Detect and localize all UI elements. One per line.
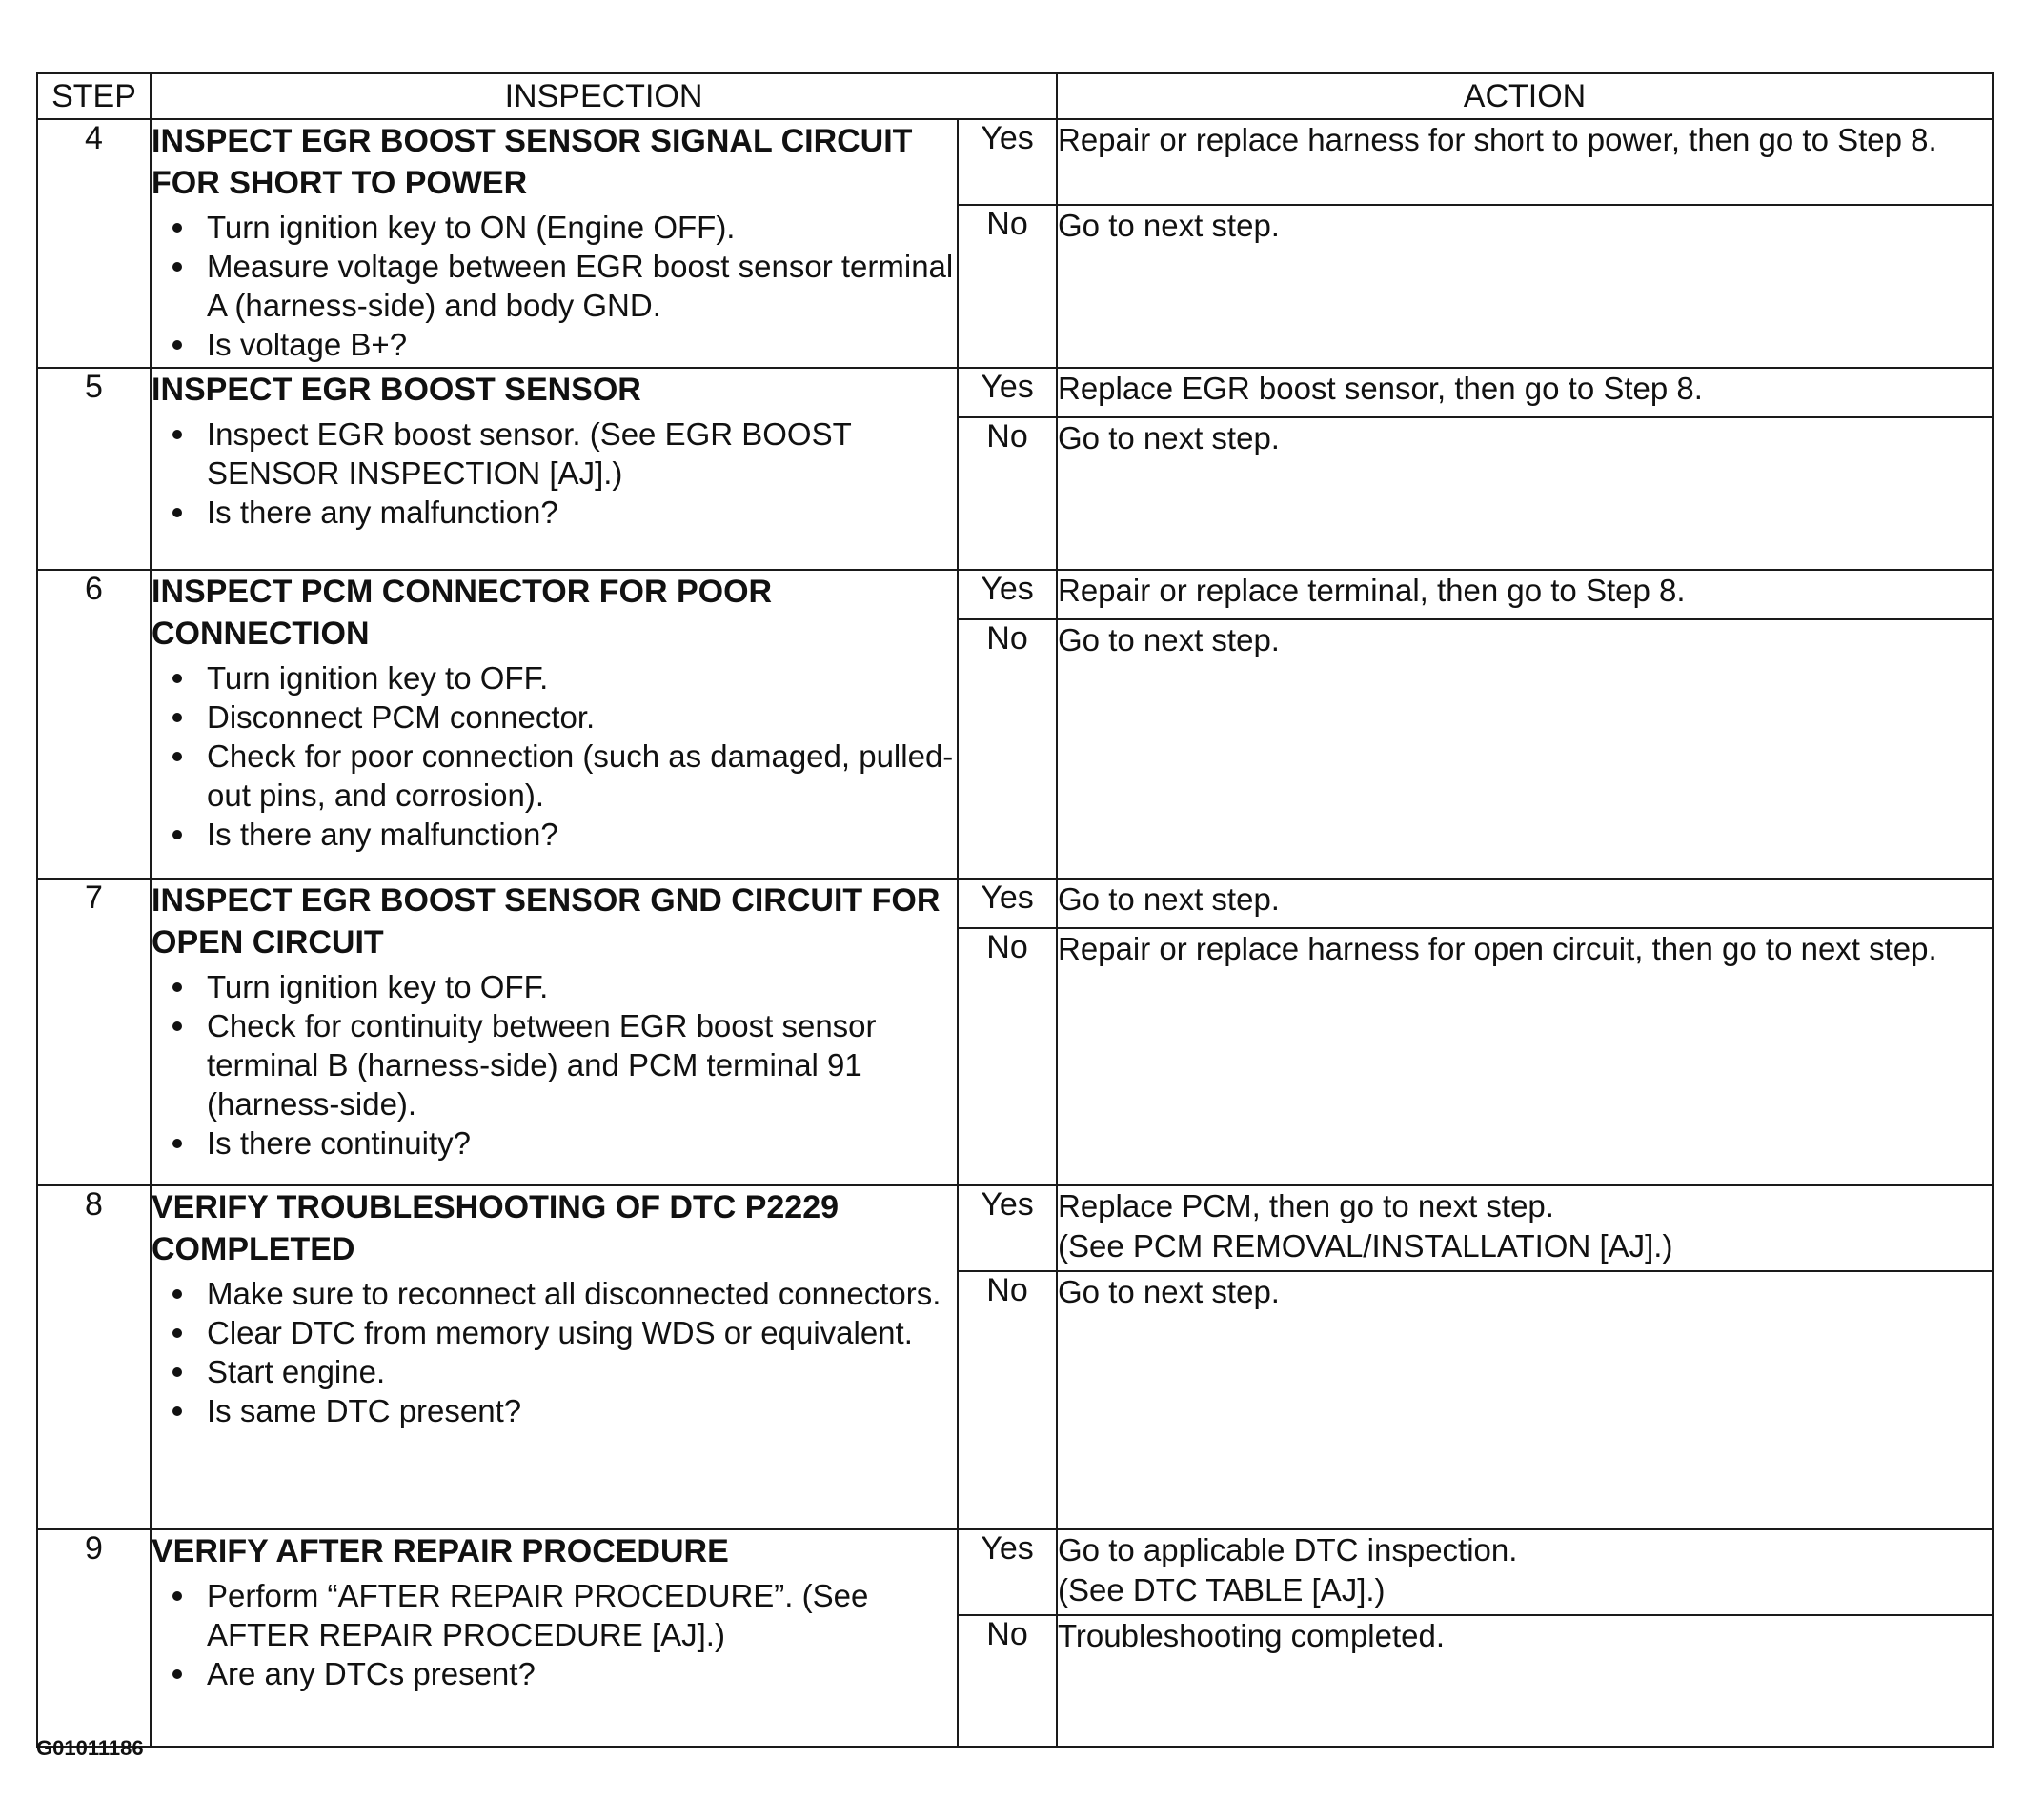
bullet-icon bbox=[172, 752, 182, 761]
inspection-item bbox=[167, 1391, 957, 1430]
bullet-icon bbox=[172, 1591, 182, 1601]
action-text: Repair or replace terminal, then go to Step 8. bbox=[1058, 573, 1686, 608]
inspection-item-text: Is there any malfunction? bbox=[207, 817, 558, 852]
inspection-list bbox=[152, 967, 957, 1163]
bullet-icon bbox=[172, 430, 182, 439]
inspection-cell bbox=[151, 1529, 958, 1747]
no-label: No bbox=[958, 619, 1057, 879]
inspection-cell bbox=[151, 570, 958, 879]
header-inspection: INSPECTION bbox=[151, 73, 1057, 119]
inspection-item bbox=[167, 325, 957, 364]
inspection-item bbox=[167, 1654, 957, 1693]
yes-label: Yes bbox=[958, 1529, 1057, 1615]
inspection-list bbox=[152, 1274, 957, 1430]
inspection-list bbox=[152, 415, 957, 532]
inspection-item-text: Are any DTCs present? bbox=[207, 1656, 536, 1691]
bullet-icon bbox=[172, 508, 182, 517]
inspection-item bbox=[167, 737, 957, 815]
action-text: Repair or replace harness for short to power, then go to Step 8. bbox=[1058, 122, 1937, 157]
inspection-item bbox=[167, 415, 957, 493]
inspection-item-text: Make sure to reconnect all disconnected connectors. bbox=[207, 1276, 941, 1311]
inspection-item-text: Turn ignition key to ON (Engine OFF). bbox=[207, 210, 736, 245]
inspection-item bbox=[167, 1006, 957, 1123]
action-text: Go to next step. bbox=[1058, 208, 1280, 243]
inspection-item-text: Check for poor connection (such as damaged, pulled-out pins, and corrosion). bbox=[207, 738, 954, 813]
yes-label: Yes bbox=[958, 119, 1057, 205]
table-row bbox=[37, 119, 1993, 205]
no-label: No bbox=[958, 1271, 1057, 1529]
no-action bbox=[1057, 1271, 1993, 1529]
yes-label: Yes bbox=[958, 879, 1057, 928]
inspection-item-text: Is there continuity? bbox=[207, 1125, 471, 1161]
inspection-list bbox=[152, 1576, 957, 1693]
inspection-item bbox=[167, 967, 957, 1006]
inspection-cell bbox=[151, 1185, 958, 1529]
inspection-item-text: Is same DTC present? bbox=[207, 1393, 522, 1428]
bullet-icon bbox=[172, 1289, 182, 1299]
inspection-item bbox=[167, 493, 957, 532]
bullet-icon bbox=[172, 1406, 182, 1416]
action-text: Replace EGR boost sensor, then go to Step 8. bbox=[1058, 371, 1703, 406]
header-step: STEP bbox=[37, 73, 151, 119]
inspection-cell bbox=[151, 119, 958, 368]
action-text: Go to next step. bbox=[1058, 622, 1280, 657]
header-action: ACTION bbox=[1057, 73, 1993, 119]
step-number: 7 bbox=[37, 879, 151, 1185]
inspection-item bbox=[167, 658, 957, 698]
table-row bbox=[37, 368, 1993, 417]
inspection-cell bbox=[151, 879, 958, 1185]
inspection-item bbox=[167, 1576, 957, 1654]
yes-label: Yes bbox=[958, 368, 1057, 417]
action-text: Go to next step. bbox=[1058, 420, 1280, 455]
inspection-cell bbox=[151, 368, 958, 570]
inspection-item bbox=[167, 815, 957, 854]
inspection-item bbox=[167, 247, 957, 325]
figure-code: G01011186 bbox=[36, 1736, 144, 1760]
no-action bbox=[1057, 1615, 1993, 1747]
action-text: Troubleshooting completed. bbox=[1058, 1618, 1446, 1653]
yes-action bbox=[1057, 1185, 1993, 1271]
bullet-icon bbox=[172, 982, 182, 992]
yes-action bbox=[1057, 570, 1993, 619]
bullet-icon bbox=[172, 1669, 182, 1679]
bullet-icon bbox=[172, 262, 182, 272]
inspection-item bbox=[167, 208, 957, 247]
inspection-item bbox=[167, 1274, 957, 1313]
action-text: (See PCM REMOVAL/INSTALLATION [AJ].) bbox=[1058, 1228, 1673, 1264]
bullet-icon bbox=[172, 340, 182, 350]
table-row bbox=[37, 570, 1993, 619]
step-number: 6 bbox=[37, 570, 151, 879]
no-label: No bbox=[958, 417, 1057, 570]
yes-label: Yes bbox=[958, 1185, 1057, 1271]
inspection-item-text: Disconnect PCM connector. bbox=[207, 699, 596, 735]
table-body bbox=[37, 119, 1993, 1747]
yes-action bbox=[1057, 879, 1993, 928]
inspection-title: VERIFY TROUBLESHOOTING OF DTC P2229 COMPLETED bbox=[152, 1189, 840, 1267]
yes-action bbox=[1057, 368, 1993, 417]
bullet-icon bbox=[172, 1139, 182, 1148]
troubleshooting-table bbox=[36, 72, 1994, 1748]
inspection-item-text: Clear DTC from memory using WDS or equivalent. bbox=[207, 1315, 913, 1350]
action-text: Go to next step. bbox=[1058, 1274, 1280, 1309]
bullet-icon bbox=[172, 1367, 182, 1377]
inspection-item bbox=[167, 698, 957, 737]
inspection-item-text: Start engine. bbox=[207, 1354, 386, 1389]
bullet-icon bbox=[172, 830, 182, 839]
bullet-icon bbox=[172, 713, 182, 722]
inspection-title: VERIFY AFTER REPAIR PROCEDURE bbox=[152, 1533, 729, 1569]
action-text: Replace PCM, then go to next step. bbox=[1058, 1188, 1554, 1223]
inspection-item-text: Turn ignition key to OFF. bbox=[207, 660, 549, 696]
action-text: (See DTC TABLE [AJ].) bbox=[1058, 1572, 1386, 1608]
inspection-item-text: Inspect EGR boost sensor. (See EGR BOOST SENSOR INSPECTION [AJ].) bbox=[207, 416, 852, 491]
bullet-icon bbox=[172, 1328, 182, 1338]
inspection-title: INSPECT EGR BOOST SENSOR SIGNAL CIRCUIT FOR SHORT TO POWER bbox=[152, 123, 913, 201]
inspection-item bbox=[167, 1313, 957, 1352]
table-row bbox=[37, 1185, 1993, 1271]
action-text: Go to next step. bbox=[1058, 881, 1280, 917]
inspection-item bbox=[167, 1123, 957, 1163]
header-row bbox=[37, 73, 1993, 119]
inspection-title: INSPECT EGR BOOST SENSOR bbox=[152, 372, 641, 408]
step-number: 5 bbox=[37, 368, 151, 570]
table-row bbox=[37, 1529, 1993, 1615]
inspection-title: INSPECT PCM CONNECTOR FOR POOR CONNECTION bbox=[152, 574, 773, 652]
yes-action bbox=[1057, 119, 1993, 205]
bullet-icon bbox=[172, 674, 182, 683]
inspection-item-text: Turn ignition key to OFF. bbox=[207, 969, 549, 1004]
step-number: 8 bbox=[37, 1185, 151, 1529]
step-number: 4 bbox=[37, 119, 151, 368]
inspection-item-text: Measure voltage between EGR boost sensor terminal A (harness-side) and body GND. bbox=[207, 249, 954, 323]
inspection-item-text: Perform “AFTER REPAIR PROCEDURE”. (See AFTER REPAIR PROCEDURE [AJ].) bbox=[207, 1578, 869, 1652]
action-text: Repair or replace harness for open circuit, then go to next step. bbox=[1058, 931, 1937, 966]
inspection-item bbox=[167, 1352, 957, 1391]
step-number: 9 bbox=[37, 1529, 151, 1747]
inspection-item-text: Is voltage B+? bbox=[207, 327, 408, 362]
inspection-title: INSPECT EGR BOOST SENSOR GND CIRCUIT FOR OPEN CIRCUIT bbox=[152, 882, 941, 961]
no-label: No bbox=[958, 205, 1057, 368]
no-action bbox=[1057, 619, 1993, 879]
yes-action bbox=[1057, 1529, 1993, 1615]
action-text: Go to applicable DTC inspection. bbox=[1058, 1532, 1518, 1567]
inspection-list bbox=[152, 208, 957, 364]
inspection-item-text: Is there any malfunction? bbox=[207, 495, 558, 530]
yes-label: Yes bbox=[958, 570, 1057, 619]
no-label: No bbox=[958, 928, 1057, 1185]
table-row bbox=[37, 879, 1993, 928]
no-action bbox=[1057, 928, 1993, 1185]
inspection-list bbox=[152, 658, 957, 854]
bullet-icon bbox=[172, 223, 182, 233]
no-label: No bbox=[958, 1615, 1057, 1747]
bullet-icon bbox=[172, 1021, 182, 1031]
inspection-item-text: Check for continuity between EGR boost sensor terminal B (harness-side) and PCM terminal 91 (harness-side). bbox=[207, 1008, 877, 1122]
no-action bbox=[1057, 417, 1993, 570]
no-action bbox=[1057, 205, 1993, 368]
